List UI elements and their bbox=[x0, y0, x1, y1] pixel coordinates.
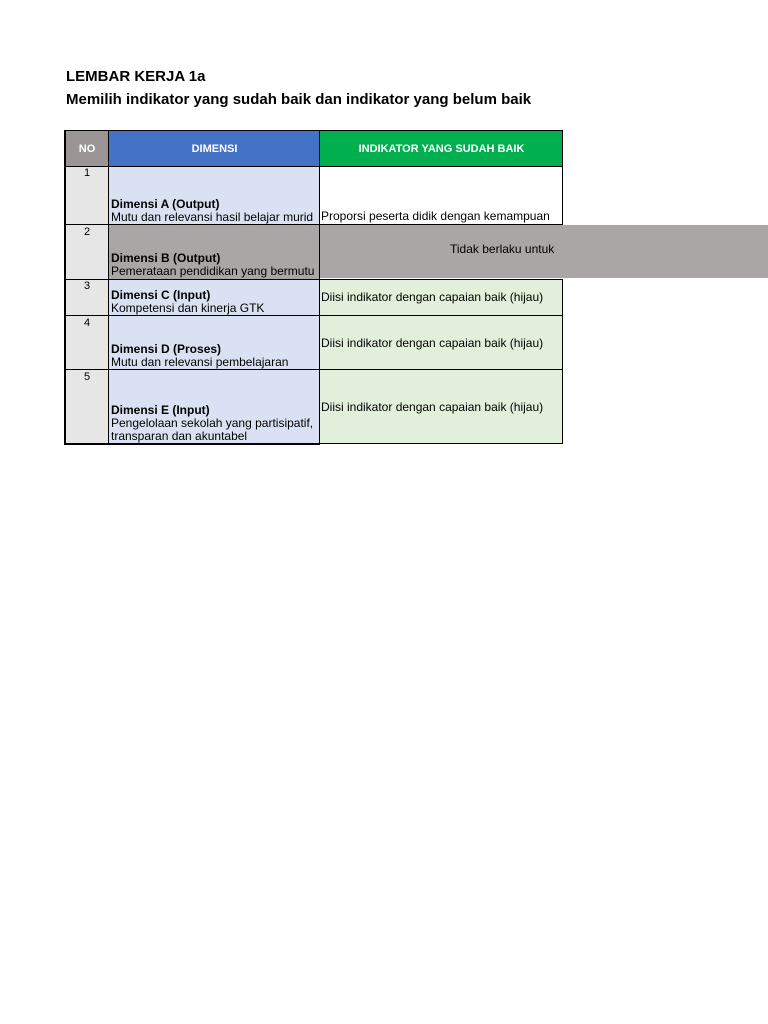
grid-line bbox=[108, 130, 109, 444]
grid-line bbox=[319, 130, 320, 445]
row-1-no[interactable]: 1 bbox=[65, 166, 109, 225]
sheet-subtitle: Memilih indikator yang sudah baik dan indikator yang belum baik bbox=[66, 91, 532, 108]
sheet-title: LEMBAR KERJA 1a bbox=[66, 68, 206, 85]
header-indikator[interactable]: INDIKATOR YANG SUDAH BAIK bbox=[320, 131, 563, 166]
indicator-text: Diisi indikator dengan capaian baik (hijau) bbox=[321, 399, 544, 414]
row-3-no[interactable]: 3 bbox=[65, 279, 109, 316]
dimension-description: Mutu dan relevansi hasil belajar murid bbox=[111, 210, 314, 224]
row-5-no[interactable]: 5 bbox=[65, 370, 109, 444]
dimension-description: Pemerataan pendidikan yang bermutu bbox=[111, 264, 315, 278]
indicator-text: Diisi indikator dengan capaian baik (hijau) bbox=[321, 335, 544, 350]
grid-line bbox=[64, 224, 563, 225]
dimension-description: Kompetensi dan kinerja GTK bbox=[111, 301, 265, 315]
grid-line bbox=[64, 315, 563, 316]
row-2-dimension[interactable] bbox=[109, 225, 320, 279]
indicator-text: Proporsi peserta didik dengan kemampuan bbox=[321, 209, 550, 223]
row-2-indicator[interactable]: Tidak berlaku untuk bbox=[450, 242, 555, 256]
grid-line bbox=[562, 130, 563, 225]
dimension-name: Dimensi E (Input) bbox=[111, 403, 210, 417]
header-dimensi[interactable]: DIMENSI bbox=[109, 131, 320, 166]
row-4-dimension[interactable] bbox=[109, 316, 320, 370]
dimension-name: Dimensi C (Input) bbox=[111, 288, 211, 302]
grid-line bbox=[64, 444, 320, 445]
grid-line bbox=[64, 166, 563, 167]
row-4-no[interactable]: 4 bbox=[65, 316, 109, 370]
grid-line bbox=[562, 279, 563, 444]
dimension-description: Mutu dan relevansi pembelajaran bbox=[111, 355, 289, 369]
row-1-dimension[interactable] bbox=[109, 166, 320, 225]
row-3-dimension[interactable] bbox=[109, 279, 320, 316]
row-5-indicator[interactable] bbox=[320, 370, 563, 444]
dimension-name: Dimensi D (Proses) bbox=[111, 342, 222, 356]
grid-line bbox=[64, 130, 66, 445]
row-5-dimension[interactable] bbox=[109, 370, 320, 444]
header-no[interactable]: NO bbox=[65, 131, 109, 166]
indicator-text: Diisi indikator dengan capaian baik (hijau) bbox=[321, 290, 544, 304]
row-3-indicator[interactable] bbox=[320, 279, 563, 316]
grid-line bbox=[64, 369, 563, 370]
row-1-indicator[interactable] bbox=[320, 166, 563, 225]
dimension-description: Pengelolaan sekolah yang partisipatif, transparan dan akuntabel bbox=[111, 416, 314, 443]
grid-line bbox=[64, 130, 563, 131]
row-4-indicator[interactable] bbox=[320, 316, 563, 370]
row-2-no[interactable]: 2 bbox=[65, 225, 109, 279]
dimension-name: Dimensi B (Output) bbox=[111, 251, 221, 265]
dimension-name: Dimensi A (Output) bbox=[111, 197, 220, 211]
grid-line bbox=[64, 279, 563, 280]
